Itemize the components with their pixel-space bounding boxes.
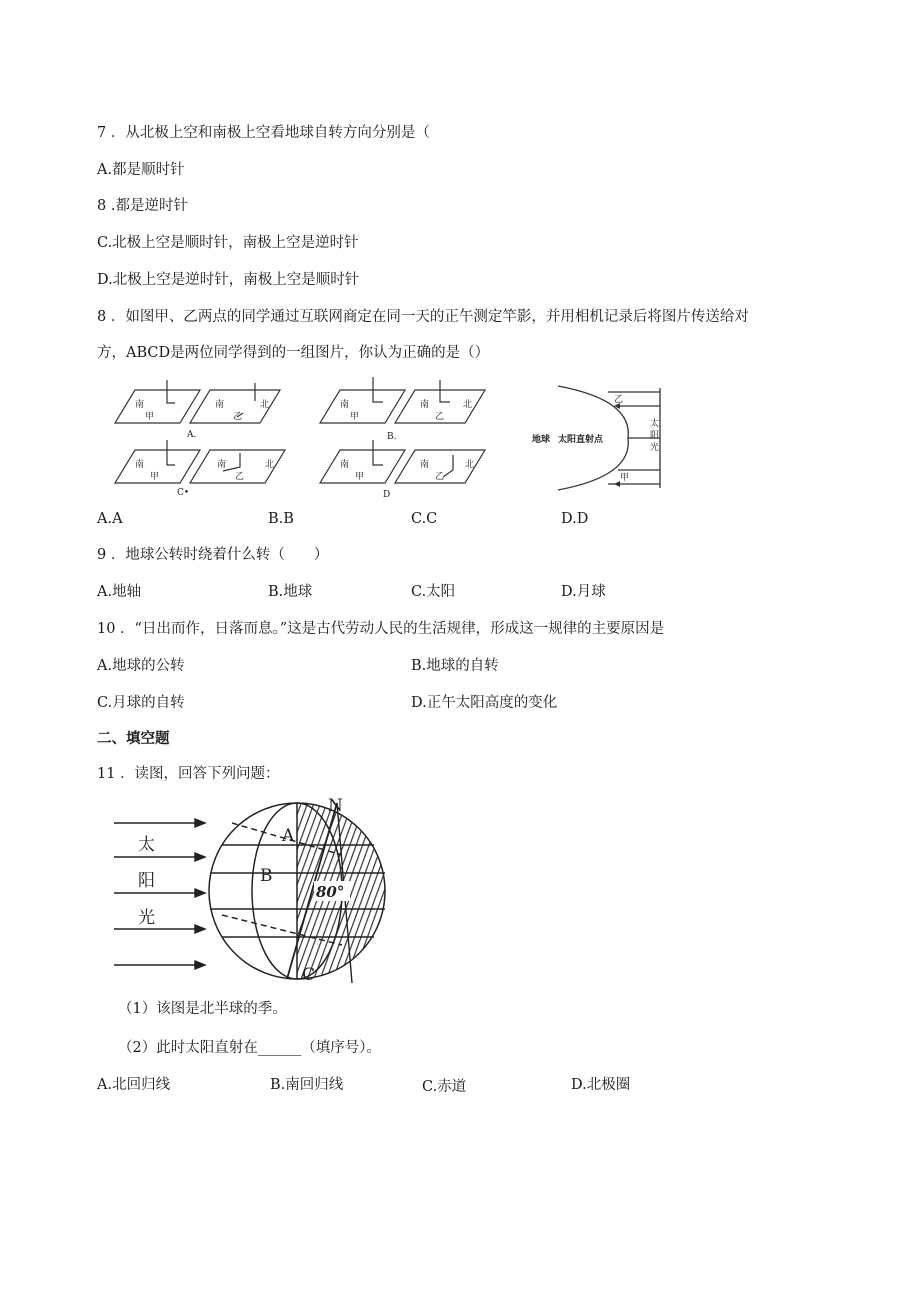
- label-d: D: [383, 490, 391, 500]
- q11-sun-1: 太: [138, 835, 155, 855]
- b-jia: 甲: [350, 412, 360, 422]
- q9-option-d: D.月球: [561, 584, 606, 600]
- q7-option-a: A.都是顺时针: [97, 162, 185, 178]
- q7-option-c: C.北极上空是顺时针，南极上空是逆时针: [97, 235, 359, 251]
- sunlight-2: 阳: [650, 431, 660, 441]
- a-jia: 甲: [145, 412, 155, 422]
- pole-b-right: [440, 380, 450, 402]
- point-jia: 甲: [620, 473, 630, 483]
- direct-point-label: 太阳直射点: [558, 435, 604, 445]
- q11-option-d: D.北极圈: [571, 1077, 631, 1093]
- q11-globe-figure: [112, 795, 387, 990]
- q11-sun-2: 阳: [138, 871, 155, 891]
- q8-earth-figure: [528, 380, 668, 495]
- q11-sun-3: 光: [138, 908, 155, 928]
- q10-stem: 10 ．“日出而作，日落而息。”这是古代劳动人民的生活规律，形成这一规律的主要原因是: [97, 621, 665, 637]
- c-south2: 南: [217, 460, 227, 470]
- pole-d-right: [443, 455, 453, 477]
- q8-stem-line2: 方，ABCD是两位同学得到的一组图片，你认为正确的是（）: [97, 345, 490, 361]
- label-c: C•: [177, 488, 190, 498]
- a-yi: 乙: [233, 412, 243, 422]
- pole-d-left: [373, 440, 383, 465]
- pole-c-left: [167, 440, 175, 465]
- b-yi: 乙: [435, 412, 445, 422]
- point-yi: 乙: [614, 395, 624, 405]
- q8-option-a: A.A: [97, 511, 123, 527]
- point-a: A: [282, 826, 295, 846]
- q11-option-c: C.赤道: [422, 1079, 467, 1095]
- q7-option-b: 8 .都是逆时针: [97, 198, 188, 214]
- c-yi: 乙: [235, 472, 245, 482]
- q8-option-b: B.B: [268, 511, 294, 527]
- q8-option-c: C.C: [411, 511, 438, 527]
- b-south: 南: [340, 400, 350, 410]
- d-jia: 甲: [355, 472, 365, 482]
- q9-stem: 9 ．地球公转时绕着什么转（ ）: [97, 547, 329, 563]
- point-b: B: [260, 866, 273, 886]
- d-south: 南: [340, 460, 350, 470]
- q11-option-b: B.南回归线: [270, 1077, 344, 1093]
- earth-label: 地球: [532, 435, 551, 445]
- a-north: 北: [260, 400, 270, 410]
- q10-option-b: B.地球的自转: [411, 658, 499, 674]
- angle-label: 80°: [316, 883, 345, 901]
- q11-stem: 11 ．读图，回答下列问题：: [97, 766, 280, 782]
- q8-shadow-figure: [105, 375, 525, 500]
- q10-option-c: C.月球的自转: [97, 695, 185, 711]
- d-north: 北: [465, 460, 475, 470]
- b-south2: 南: [420, 400, 430, 410]
- point-c: C: [302, 965, 316, 985]
- q11-option-a: A.北回归线: [97, 1077, 171, 1093]
- q10-option-a: A.地球的公转: [97, 658, 185, 674]
- c-north: 北: [265, 460, 275, 470]
- d-south2: 南: [420, 460, 430, 470]
- b-north: 北: [463, 400, 473, 410]
- q9-option-a: A.地轴: [97, 584, 142, 600]
- c-south: 南: [135, 460, 145, 470]
- a-south2: 南: [215, 400, 225, 410]
- q8-option-d: D.D: [561, 511, 589, 527]
- panel-b-left: [320, 390, 405, 423]
- q8-stem-line1: 8 ．如图甲、乙两点的同学通过互联网商定在同一天的正午测定竿影，并用相机记录后将图片传送给对: [97, 309, 749, 325]
- a-south: 南: [135, 400, 145, 410]
- q7-stem: 7 ．从北极上空和南极上空看地球自转方向分别是（: [97, 125, 430, 141]
- d-yi: 乙: [435, 472, 445, 482]
- q11-sub1: （1）该图是北半球的季。: [118, 1001, 287, 1017]
- q7-option-d: D.北极上空是逆时针，南极上空是顺时针: [97, 272, 360, 288]
- c-jia: 甲: [150, 472, 160, 482]
- sunlight-3: 光: [650, 443, 660, 453]
- panel-a-left: [115, 390, 200, 423]
- label-a: A.: [187, 430, 197, 440]
- q11-sub2: （2）此时太阳直射在______（填序号）。: [118, 1040, 381, 1056]
- label-b: B.: [387, 432, 397, 442]
- q9-option-b: B.地球: [268, 584, 313, 600]
- pole-a-left: [167, 380, 175, 403]
- section-title: 二、填空题: [97, 731, 170, 747]
- q10-option-d: D.正午太阳高度的变化: [411, 695, 558, 711]
- q9-option-c: C.太阳: [411, 584, 456, 600]
- point-n: N: [328, 796, 343, 816]
- sunlight-1: 太: [650, 419, 660, 429]
